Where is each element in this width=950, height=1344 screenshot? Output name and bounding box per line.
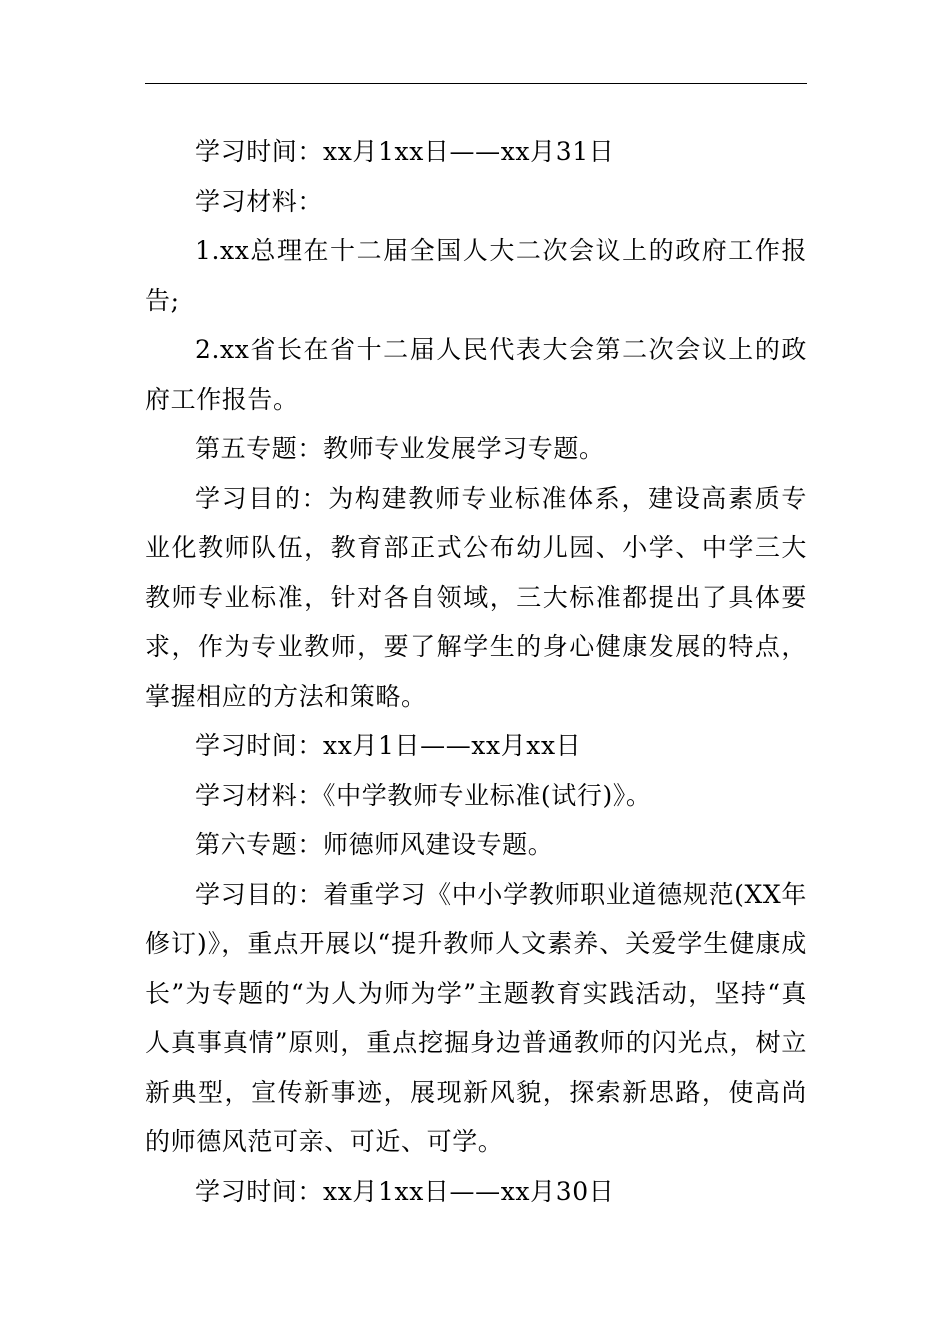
topic-five-materials: 学习材料：《中学教师专业标准(试行)》。 bbox=[195, 780, 652, 810]
topic-five-time: 学习时间：xx月1日——xx月xx日 bbox=[195, 731, 582, 760]
material-item-2: 2.xx省长在省十二届人民代表大会第二次会议上的政府工作报告。 bbox=[145, 335, 807, 414]
topic-five-heading: 第五专题：教师专业发展学习专题。 bbox=[195, 434, 605, 463]
header-rule bbox=[145, 83, 807, 84]
material-item-1: 1.xx总理在十二届全国人大二次会议上的政府工作报告; bbox=[145, 236, 807, 315]
study-materials-heading: 学习材料： bbox=[195, 186, 324, 216]
topic-six-heading: 第六专题：师德师风建设专题。 bbox=[195, 830, 554, 859]
document-body bbox=[145, 127, 807, 1216]
study-time-paragraph: 学习时间：xx月1xx日——xx月31日 bbox=[195, 137, 615, 166]
topic-six-purpose: 学习目的：着重学习《中小学教师职业道德规范(XX年修订)》，重点开展以“提升教师人文素养、关爱学生健康成长”为专题的“为人为师为学”主题教育实践活动，坚持“真人真事真情”原则，重点挖掘身边普通教师的闪光点，树立新典型，宣传新事迹，展现新风貌，探索新思路，使高尚的师德风范可亲、可近、可学。 bbox=[145, 879, 807, 1156]
topic-six-time: 学习时间：xx月1xx日——xx月30日 bbox=[195, 1176, 615, 1206]
topic-five-purpose: 学习目的：为构建教师专业标准体系，建设高素质专业化教师队伍，教育部正式公布幼儿园、小学、中学三大教师专业标准，针对各自领域，三大标准都提出了具体要求，作为专业教师，要了解学生的身心健康发展的特点，掌握相应的方法和策略。 bbox=[145, 483, 807, 711]
